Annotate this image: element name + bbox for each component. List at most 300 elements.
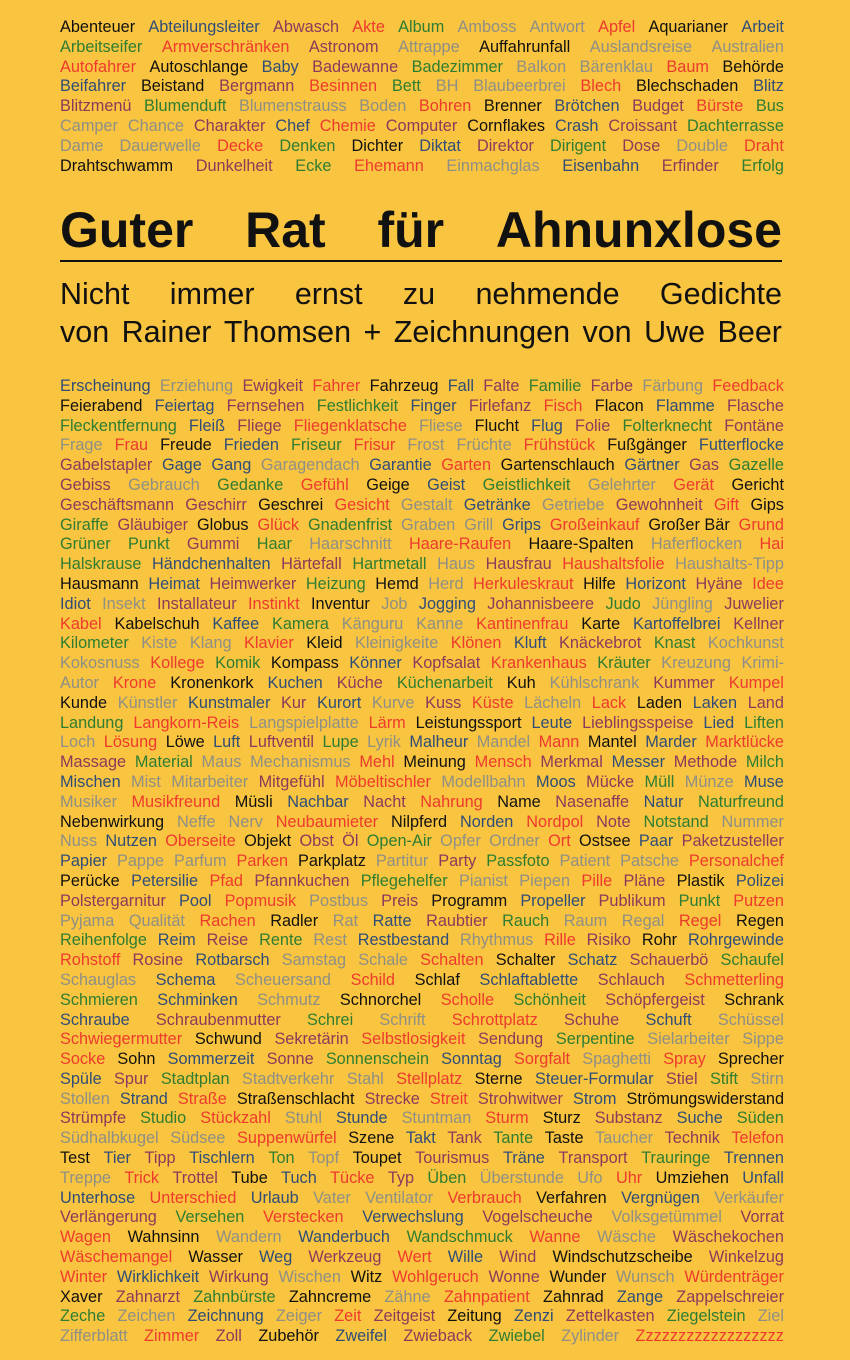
cloud-word: Jüngling	[652, 594, 713, 613]
cloud-word: Schwund	[194, 1030, 262, 1049]
cloud-word: Arbeitseifer	[60, 37, 143, 56]
cloud-word: Fernsehen	[226, 396, 305, 415]
cloud-word: Erfolg	[741, 156, 784, 175]
cloud-word: Geschäftsmann	[60, 495, 175, 514]
cloud-word: Job	[381, 594, 408, 613]
cloud-word: Gas	[689, 456, 720, 475]
cloud-word: Nacht	[363, 792, 406, 811]
cloud-word: Xaver	[60, 1287, 103, 1306]
cloud-word: Gebrauch	[128, 475, 200, 494]
word-line	[60, 1149, 784, 1169]
word-line	[60, 832, 784, 852]
cloud-word: Badewanne	[312, 57, 399, 76]
cloud-word: Schrei	[307, 1010, 354, 1029]
cloud-word: Taste	[544, 1129, 584, 1148]
cloud-word: Gesicht	[334, 495, 390, 514]
subtitle-line-2	[60, 313, 782, 351]
cloud-word: Schönheit	[513, 990, 586, 1009]
cloud-word: Strand	[119, 1089, 168, 1108]
cloud-word: Substanz	[594, 1109, 663, 1128]
cloud-word: Zahncreme	[288, 1287, 372, 1306]
cloud-word: Kollege	[150, 654, 205, 673]
cloud-word: Sippe	[742, 1030, 784, 1049]
cloud-word: Müsli	[234, 792, 273, 811]
cloud-word: Hausfrau	[485, 555, 552, 574]
cloud-word: Auffahrunfall	[479, 37, 571, 56]
cloud-word: Kleid	[306, 634, 343, 653]
cloud-word: Paar	[638, 832, 674, 851]
cloud-word: Liften	[744, 713, 784, 732]
cloud-word: Knast	[653, 634, 696, 653]
cloud-word: Nordpol	[526, 812, 584, 831]
cloud-word: Pappe	[117, 852, 165, 871]
cloud-word: Mensch	[474, 753, 532, 772]
cloud-word: Inventur	[310, 594, 370, 613]
cloud-word: Herd	[428, 574, 464, 593]
cloud-word: Wirkung	[208, 1267, 269, 1286]
subtitle_line2-word: von	[582, 315, 632, 349]
cloud-word: Balkon	[516, 57, 567, 76]
cloud-word: Küche	[336, 673, 383, 692]
cloud-word: Farbe	[590, 377, 634, 395]
cloud-word: Cornflakes	[467, 116, 546, 135]
cloud-word: Fahrer	[312, 377, 361, 395]
cloud-word: Blitzmenü	[60, 97, 132, 116]
cloud-word: Sonnenschein	[325, 1050, 430, 1069]
cloud-word: Plastik	[676, 871, 725, 890]
cloud-word: Bergmann	[219, 77, 295, 96]
cloud-word: Schalten	[420, 951, 484, 970]
cloud-word: Objekt	[244, 832, 292, 851]
cloud-word: Giraffe	[60, 515, 109, 534]
cloud-word: Dachterrasse	[687, 116, 784, 135]
cloud-word: Werkzeug	[308, 1248, 382, 1267]
cloud-word: Risiko	[586, 931, 631, 950]
cloud-word: Flug	[531, 416, 563, 435]
cloud-word: Reihenfolge	[60, 931, 147, 950]
cloud-word: Draht	[744, 136, 784, 155]
cloud-word: Mann	[538, 733, 580, 752]
cloud-word: Selbstlosigkeit	[361, 1030, 466, 1049]
cloud-word: Nutzen	[105, 832, 157, 851]
cloud-word: Jogging	[418, 594, 476, 613]
word-line	[60, 157, 784, 177]
cloud-word: Großeinkauf	[549, 515, 640, 534]
cloud-word: Getränke	[463, 495, 531, 514]
cloud-word: Autor	[60, 673, 99, 692]
cloud-word: Marder	[645, 733, 697, 752]
cloud-word: Tourismus	[415, 1149, 490, 1168]
word-line	[60, 18, 784, 38]
cloud-word: Treppe	[60, 1168, 111, 1187]
cloud-word: Schöpfergeist	[605, 990, 705, 1009]
cloud-word: Leute	[531, 713, 573, 732]
cloud-word: Zylinder	[561, 1327, 620, 1346]
cloud-word: Zweifel	[335, 1327, 387, 1346]
cloud-word: Südhalbkugel	[60, 1129, 159, 1148]
word-line	[60, 674, 784, 694]
cloud-word: Kuh	[506, 673, 536, 692]
cloud-word: Fliegenklatsche	[293, 416, 407, 435]
cloud-word: Küste	[471, 693, 514, 712]
cloud-word: Großer Bär	[648, 515, 730, 534]
cloud-word: Postbus	[309, 891, 369, 910]
cloud-word: Spray	[663, 1050, 706, 1069]
cloud-word: Badezimmer	[411, 57, 503, 76]
cloud-word: Wandern	[216, 1228, 282, 1247]
cloud-word: Qualität	[128, 911, 185, 930]
cloud-word: Obst	[299, 832, 334, 851]
cloud-word: Schaufel	[720, 951, 784, 970]
cloud-word: Wandschmuck	[406, 1228, 513, 1247]
cloud-word: Haare-Spalten	[528, 535, 634, 554]
cloud-word: Typ	[387, 1168, 415, 1187]
cloud-word: Falte	[483, 377, 520, 395]
cloud-word: Marktlücke	[705, 733, 784, 752]
cloud-word: Direktor	[476, 136, 534, 155]
book-title	[60, 200, 782, 260]
cloud-word: Kunde	[60, 693, 108, 712]
cloud-word: Vergnügen	[621, 1188, 700, 1207]
cloud-word: Schuft	[645, 1010, 692, 1029]
cloud-word: Schale	[358, 951, 408, 970]
cloud-word: Gebiss	[60, 475, 111, 494]
cloud-word: Transport	[558, 1149, 628, 1168]
cloud-word: Decke	[217, 136, 264, 155]
cloud-word: Schrottplatz	[451, 1010, 538, 1029]
cloud-word: Pianist	[459, 871, 508, 890]
cloud-word: Loch	[60, 733, 96, 752]
cloud-word: Zimmer	[144, 1327, 200, 1346]
cloud-word: Schlaftablette	[479, 970, 579, 989]
cloud-word: Kantinenfrau	[476, 614, 569, 633]
cloud-word: Mist	[131, 772, 161, 791]
cloud-word: Patient	[559, 852, 611, 871]
cloud-word: Kumpel	[728, 673, 784, 692]
cloud-word: Ziegelstein	[666, 1307, 746, 1326]
cloud-word: Scheuersand	[235, 970, 331, 989]
cloud-word: Verbrauch	[447, 1188, 522, 1207]
cloud-word: Krone	[112, 673, 157, 692]
word-line	[60, 377, 784, 397]
cloud-word: Flasche	[726, 396, 784, 415]
word-line	[60, 733, 784, 753]
cloud-word: Feedback	[712, 377, 784, 395]
word-line	[60, 634, 784, 654]
cloud-word: Auslandsreise	[589, 37, 693, 56]
cloud-word: Aquarianer	[648, 18, 729, 36]
cloud-word: BH	[435, 77, 459, 96]
cloud-word: Winkelzug	[708, 1248, 784, 1267]
word-line	[60, 872, 784, 892]
cloud-word: Kronenkork	[170, 673, 254, 692]
cloud-word: Stadtplan	[160, 1069, 230, 1088]
cloud-word: Krankenhaus	[490, 654, 587, 673]
cloud-word: Behörde	[722, 57, 784, 76]
cloud-word: Haar	[256, 535, 292, 554]
cloud-word: Nebenwirkung	[60, 812, 165, 831]
cloud-word: Küchenarbeit	[396, 673, 493, 692]
title-underline	[60, 260, 782, 262]
cloud-word: Massage	[60, 753, 127, 772]
cloud-word: Hyäne	[695, 574, 743, 593]
cloud-word: Double	[676, 136, 728, 155]
cloud-word: Hartmetall	[352, 555, 427, 574]
cloud-word: Schauglas	[60, 970, 137, 989]
subtitle_line2-word: Rainer	[121, 315, 212, 349]
cloud-word: Lieblingsspeise	[582, 713, 694, 732]
word-line	[60, 1169, 784, 1189]
cloud-word: Ratte	[372, 911, 412, 930]
cloud-word: Schnorchel	[339, 990, 422, 1009]
cloud-word: Zahnbürste	[193, 1287, 276, 1306]
cloud-word: Merkmal	[540, 753, 603, 772]
word-line	[60, 1090, 784, 1110]
cloud-word: Zoll	[215, 1327, 242, 1346]
cloud-word: Stellplatz	[396, 1069, 463, 1088]
cloud-word: Malheur	[409, 733, 469, 752]
cloud-word: Rosine	[132, 951, 184, 970]
subtitle_line1-word: immer	[169, 277, 255, 311]
cloud-word: Halskrause	[60, 555, 142, 574]
cloud-word: Windschutzscheibe	[552, 1248, 693, 1267]
cloud-word: Attrappe	[398, 37, 460, 56]
cloud-word: Abteilungsleiter	[148, 18, 260, 36]
subtitle_line2-word: Uwe	[644, 315, 706, 349]
cloud-word: Mandel	[476, 733, 531, 752]
cloud-word: Johannisbeere	[487, 594, 595, 613]
cloud-word: Schrank	[724, 990, 784, 1009]
cloud-word: Pflegehelfer	[360, 871, 448, 890]
cloud-word: Blumenstrauss	[238, 97, 347, 116]
cloud-word: Oberseite	[165, 832, 236, 851]
cloud-word: Stadtverkehr	[242, 1069, 335, 1088]
cloud-word: Pfad	[209, 871, 243, 890]
cloud-word: Mantel	[587, 733, 637, 752]
cloud-word: Schmutz	[257, 990, 321, 1009]
cloud-word: Nilpferd	[390, 812, 448, 831]
cloud-word: Chance	[127, 116, 184, 135]
cloud-word: Grill	[464, 515, 494, 534]
cloud-word: Geschrei	[258, 495, 324, 514]
cloud-word: Stückzahl	[200, 1109, 271, 1128]
cloud-word: Album	[398, 18, 445, 36]
word-line	[60, 615, 784, 635]
cloud-word: Bürste	[696, 97, 744, 116]
cloud-word: Autofahrer	[60, 57, 137, 76]
cloud-word: Geige	[366, 475, 410, 494]
cloud-word: Erfinder	[661, 156, 719, 175]
cloud-word: Erziehung	[159, 377, 234, 395]
cloud-word: Radler	[270, 911, 319, 930]
cloud-word: Schmieren	[60, 990, 138, 1009]
word-line	[60, 1050, 784, 1070]
cloud-word: Vater	[313, 1188, 351, 1207]
cloud-word: Rohr	[641, 931, 678, 950]
cloud-word: Eisenbahn	[562, 156, 640, 175]
cloud-word: Natur	[643, 792, 684, 811]
cloud-word: Freude	[160, 436, 212, 455]
cloud-word: Socke	[60, 1050, 106, 1069]
cloud-word: Schalter	[495, 951, 556, 970]
cloud-word: Rente	[259, 931, 303, 950]
cloud-word: Brenner	[483, 97, 542, 116]
cloud-word: Flucht	[474, 416, 520, 435]
cloud-word: Strohwitwer	[477, 1089, 563, 1108]
cloud-word: Telefon	[731, 1129, 784, 1148]
word-line	[60, 1288, 784, 1308]
cloud-word: Zwiebel	[488, 1327, 545, 1346]
subtitle_line1-word: Gedichte	[659, 277, 782, 311]
cloud-word: Kellner	[733, 614, 784, 633]
cloud-word: Antwort	[529, 18, 585, 36]
cloud-word: Pfannkuchen	[254, 871, 350, 890]
cloud-word: Zähne	[384, 1287, 431, 1306]
cloud-word: Kleinigkeite	[354, 634, 439, 653]
cloud-word: Camper	[60, 116, 118, 135]
cloud-word: Känguru	[341, 614, 404, 633]
cloud-word: Familie	[528, 377, 582, 395]
cloud-word: Trick	[124, 1168, 160, 1187]
cloud-word: Pille	[581, 871, 613, 890]
cloud-word: Propeller	[520, 891, 586, 910]
cloud-word: Haushaltsfolie	[562, 555, 665, 574]
word-line	[60, 436, 784, 456]
cloud-word: Polstergarnitur	[60, 891, 166, 910]
cloud-word: Landung	[60, 713, 124, 732]
cloud-word: Kuss	[425, 693, 462, 712]
cloud-word: Zenzi	[513, 1307, 554, 1326]
cloud-word: Heimwerker	[209, 574, 297, 593]
cloud-word: Volksgetümmel	[611, 1208, 722, 1227]
cloud-word: Parken	[236, 852, 289, 871]
cloud-word: Graben	[401, 515, 456, 534]
cloud-word: Norden	[459, 812, 514, 831]
cloud-word: Tube	[231, 1168, 268, 1187]
cloud-word: Parfum	[174, 852, 227, 871]
word-line	[60, 496, 784, 516]
cloud-word: Unterhose	[60, 1188, 136, 1207]
cloud-word: Dirigent	[550, 136, 607, 155]
cloud-word: Flacon	[594, 396, 644, 415]
cloud-word: Haus	[437, 555, 476, 574]
cloud-word: Kompass	[270, 654, 339, 673]
cloud-word: Putzen	[733, 891, 784, 910]
cloud-word: Stuhl	[284, 1109, 322, 1128]
cloud-word: Perücke	[60, 871, 120, 890]
cloud-word: Ordner	[489, 832, 540, 851]
cloud-word: Ehemann	[354, 156, 424, 175]
cloud-word: Heimat	[148, 574, 200, 593]
cloud-word: Croissant	[608, 116, 678, 135]
cloud-word: Polizei	[735, 871, 784, 890]
cloud-word: Sturz	[542, 1109, 581, 1128]
cloud-word: Sohn	[117, 1050, 156, 1069]
cloud-word: Fisch	[543, 396, 583, 415]
cloud-word: Petersilie	[131, 871, 199, 890]
cloud-word: Paketzusteller	[681, 832, 784, 851]
cloud-word: Gerät	[673, 475, 715, 494]
word-line	[60, 1030, 784, 1050]
word-line	[60, 793, 784, 813]
cloud-word: Wunder	[549, 1267, 607, 1286]
cloud-word: Schlauch	[597, 970, 665, 989]
cloud-word: Sonntag	[441, 1050, 502, 1069]
cloud-word: Stollen	[60, 1089, 110, 1108]
cloud-word: Gummi	[186, 535, 240, 554]
cloud-word: Opfer	[440, 832, 481, 851]
cloud-word: Wischen	[278, 1267, 341, 1286]
cloud-word: Dunkelheit	[195, 156, 273, 175]
cloud-word: Popmusik	[224, 891, 297, 910]
cloud-word: Folterknecht	[622, 416, 713, 435]
cloud-word: Szene	[348, 1129, 395, 1148]
cloud-word: Folie	[575, 416, 611, 435]
cloud-word: Gestalt	[400, 495, 453, 514]
cloud-word: Regal	[621, 911, 665, 930]
cloud-word: Frau	[114, 436, 149, 455]
cloud-word: Heizung	[305, 574, 366, 593]
cloud-word: Wunsch	[616, 1267, 675, 1286]
cloud-word: Nerv	[228, 812, 263, 831]
cloud-word: Budget	[632, 97, 684, 116]
cloud-word: Haushalts-Tipp	[675, 555, 784, 574]
cloud-word: Mücke	[586, 772, 635, 791]
cloud-word: Grund	[738, 515, 784, 534]
word-line	[60, 714, 784, 734]
word-line	[60, 117, 784, 137]
word-line	[60, 1307, 784, 1327]
cloud-word: Preis	[381, 891, 419, 910]
cloud-word: Zahnpatient	[443, 1287, 530, 1306]
cloud-word: Sprecher	[717, 1050, 784, 1069]
cloud-word: Steuer-Formular	[535, 1069, 654, 1088]
cloud-word: Umziehen	[655, 1168, 729, 1187]
subtitle_line2-word: Zeichnungen	[393, 315, 571, 349]
cloud-word: Chemie	[319, 116, 376, 135]
cloud-word: Technik	[664, 1129, 720, 1148]
word-line	[60, 694, 784, 714]
cloud-word: Studio	[140, 1109, 187, 1128]
cloud-word: Modellbahn	[441, 772, 526, 791]
cloud-word: Träne	[502, 1149, 545, 1168]
title-word: Rat	[245, 202, 326, 258]
cloud-word: Karte	[581, 614, 621, 633]
cloud-word: Globus	[196, 515, 249, 534]
cloud-word: Flamme	[655, 396, 715, 415]
cloud-word: Besinnen	[309, 77, 378, 96]
cloud-word: Müll	[644, 772, 675, 791]
cloud-word: Drahtschwamm	[60, 156, 174, 175]
cloud-word: Streit	[429, 1089, 468, 1108]
cloud-word: Trauringe	[641, 1149, 711, 1168]
cloud-word: Idee	[752, 574, 784, 593]
cloud-word: Patsche	[620, 852, 679, 871]
word-line	[60, 1189, 784, 1209]
cloud-word: Pläne	[623, 871, 666, 890]
cloud-word: Messer	[611, 753, 665, 772]
cloud-word: Scholle	[440, 990, 495, 1009]
word-line	[60, 595, 784, 615]
cloud-word: Nasenaffe	[555, 792, 630, 811]
cloud-word: Zzzzzzzzzzzzzzzzzz	[635, 1327, 784, 1346]
cloud-word: Lyrik	[367, 733, 401, 752]
cloud-word: Wert	[397, 1248, 432, 1267]
cloud-word: Spaghetti	[582, 1050, 652, 1069]
word-line	[60, 476, 784, 496]
cloud-word: Bus	[755, 97, 784, 116]
cloud-word: Insekt	[102, 594, 146, 613]
